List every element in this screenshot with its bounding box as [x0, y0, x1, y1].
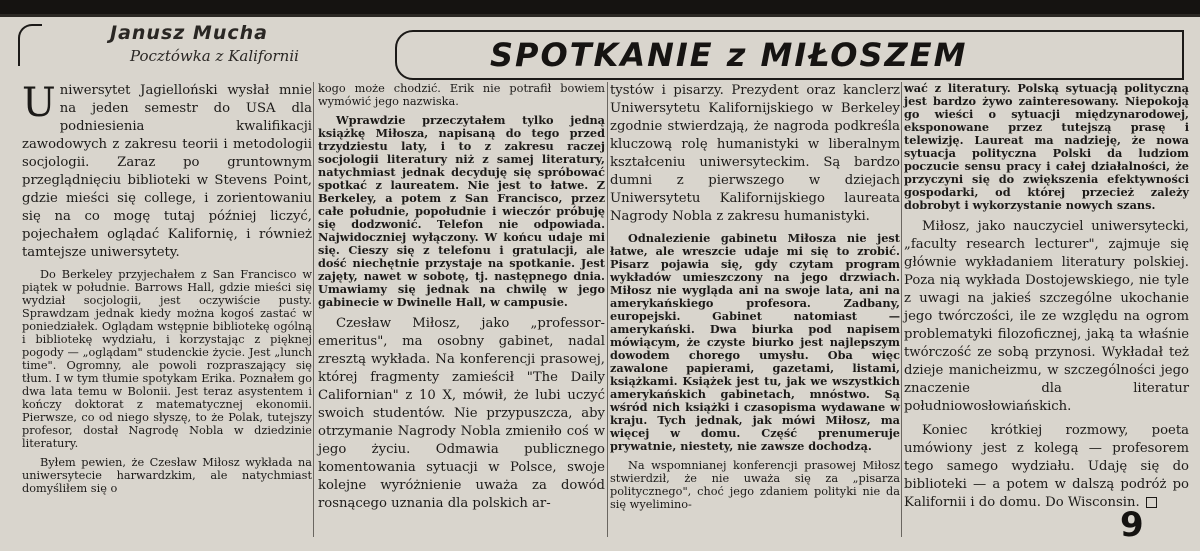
paragraph: Byłem pewien, że Czesław Miłosz wykłada na uniwersytecie harwardzkim, ale natychmiast domyśliłem się o	[22, 456, 312, 495]
author-name: Janusz Mucha	[110, 22, 268, 44]
article-column-2	[318, 82, 605, 537]
paragraph: Wprawdzie przeczytałem tylko jedną książkę Miłosza, napisaną do tego przed trzydziestu laty, i to z zakresu raczej socjologii literatury niż z samej literatury, natychmiast jednak decyduję się spróbować spotkać z laureatem. Nie jest to łatwe. Z Berkeley, a potem z San Francisco, przez całe południe, popołudnie i wieczór próbuję się dodzwonić. Telefon nie odpowiada. Najwidoczniej wyłączony. W końcu udaje mi się. Cieszy się z telefonu i gratulacji, ale dość niechętnie przystaje na spotkanie. Jest zajęty, nawet w sobotę, tj. następnego dnia. Umawiamy się jednak na chwilę w jego gabinecie w Dwinelle Hall, w campusie.	[318, 113, 605, 309]
article-title: SPOTKANIE z MIŁOSZEM	[490, 36, 968, 74]
paragraph	[904, 422, 1189, 512]
drop-cap: U	[22, 80, 56, 126]
end-mark-icon	[1146, 497, 1157, 508]
article-column-4	[904, 81, 1189, 510]
article-column-1	[22, 82, 312, 537]
paragraph-text: Koniec krótkiej rozmowy, poeta umówiony jest z kolegą — profesorem tego samego wydziału. Udaję się do biblioteki — a potem w dalszą podróż po Kalifornii i do domu. Do Wisconsin.	[904, 423, 1189, 510]
page-number: 9	[1120, 505, 1144, 545]
top-black-bar	[0, 0, 1200, 14]
paragraph-text: niwersytet Jagielloński wysłał mnie na jeden semestr do USA dla podniesienia kwalifikacji zawodowych z zakresu teorii i metodologii socjologii. Zaraz po gruntownym przeglądnięciu biblioteki w Stevens Point, gdzie mieści się college, i zorientowaniu się na co mogę tutaj później liczyć, pojechałem oglądać Kalifornię, i również tamtejsze uniwersytety.	[22, 83, 312, 260]
top-rule	[0, 14, 1200, 17]
header-corner-ornament	[18, 24, 42, 66]
article-column-3	[610, 82, 900, 537]
paragraph: wać z literatury. Polską sytuacją polityczną jest bardzo żywo zainteresowany. Niepokoją go wieści o sytuacji międzynarodowej, eksponowane przez tutejszą prasę i telewizję. Laureat ma nadzieję, że nowa sytuacja polityczna Polski da ludziom poczucie sensu pracy i całej działalności, że przyczyni się do zwiększenia efektywności gospodarki, od której przecież zależy dobrobyt i wykorzystanie nowych szans.	[904, 81, 1189, 212]
paragraph: kogo może chodzić. Erik nie potrafił bowiem wymówić jego nazwiska.	[318, 82, 605, 108]
column-divider	[313, 82, 314, 537]
paragraph: Czesław Miłosz, jako „professor-emeritus", ma osobny gabinet, nadal zresztą wykłada. Na konferencji prasowej, której fragmenty zamieścił "The Daily Californian" z 10 X, mówił, że lubi uczyć swoich studentów. Nie przypuszcza, aby otrzymanie Nagrody Nobla zmieniło coś w jego życiu. Odmawia publicznego komentowania sytuacji w Polsce, swoje kolejne wyróżnienie uważa za dowód rosnącego uznania dla polskich ar-	[318, 316, 605, 511]
column-divider	[901, 82, 902, 537]
paragraph: tystów i pisarzy. Prezydent oraz kanclerz Uniwersytetu Kalifornijskiego w Berkeley zgodnie stwierdzają, że nagroda podkreśla kluczową rolę humanistyki w liberalnym kształceniu uniwersyteckim. Są bardzo dumni z pierwszego w dziejach Uniwersytetu Kalifornijskiego laureata Nagrody Nobla z zakresu humanistyki.	[610, 83, 900, 224]
paragraph: Miłosz, jako nauczyciel uniwersytecki, „faculty research lecturer", zajmuje się głównie wykładaniem literatury polskiej. Poza nią wykłada Dostojewskiego, nie tyle z uwagi na jakieś szczególne ukochanie jego twórczości, ile ze względu na ogrom problematyki filozoficznej, jaką ta właśnie twórczość ze sobą przynosi. Wykładał też dzieje manicheizmu, w szczególności jego znaczenie dla literatur południowosłowiańskich.	[904, 219, 1189, 414]
paragraph: Odnalezienie gabinetu Miłosza nie jest łatwe, ale wreszcie udaje mi się to zrobić. Pisarz pojawia się, gdy czytam program wykładów umieszczony na jego drzwiach. Miłosz nie wygląda ani na swoje lata, ani na amerykańskiego profesora. Zadbany, europejski. Gabinet natomiast — amerykański. Dwa biurka pod napisem mówiącym, że czyste biurko jest najlepszym dowodem chorego umysłu. Oba więc zawalone papierami, gazetami, listami, książkami. Książek jest tu, jak we wszystkich amerykańskich gabinetach, mnóstwo. Są wśród nich książki i czasopisma wydawane w kraju. Tych jednak, jak mówi Miłosz, ma więcej w domu. Część prenumeruje prywatnie, niestety, nie zawsze dochodzą.	[610, 231, 900, 453]
column-divider	[607, 82, 608, 537]
column-series-title: Pocztówka z Kalifornii	[130, 47, 299, 65]
paragraph	[22, 82, 312, 262]
paragraph: Do Berkeley przyjechałem z San Francisco w piątek w południe. Barrows Hall, gdzie mieści się wydział socjologii, jest oczywiście pusty. Sprawdzam jednak kiedy można kogoś zastać w poniedziałek. Oglądam wstępnie bibliotekę ogólną i bibliotekę wydziału, i korzystając z pięknej pogody — „oglądam" studenckie życie. Jest „lunch time". Ogromny, ale powoli rozpraszający się tłum. I w tym tłumie spotykam Erika. Poznałem go dwa lata temu w Bolonii. Jest teraz asystentem i kończy doktorat z matematycznej ekonomii. Pierwsze, co od niego słyszę, to że Polak, tutejszy profesor, dostał Nagrodę Nobla w dziedzinie literatury.	[22, 268, 312, 450]
paragraph: Na wspomnianej konferencji prasowej Miłosz stwierdził, że nie uważa się za „pisarza politycznego", choć jego zdaniem polityki nie da się wyelimino-	[610, 459, 900, 511]
